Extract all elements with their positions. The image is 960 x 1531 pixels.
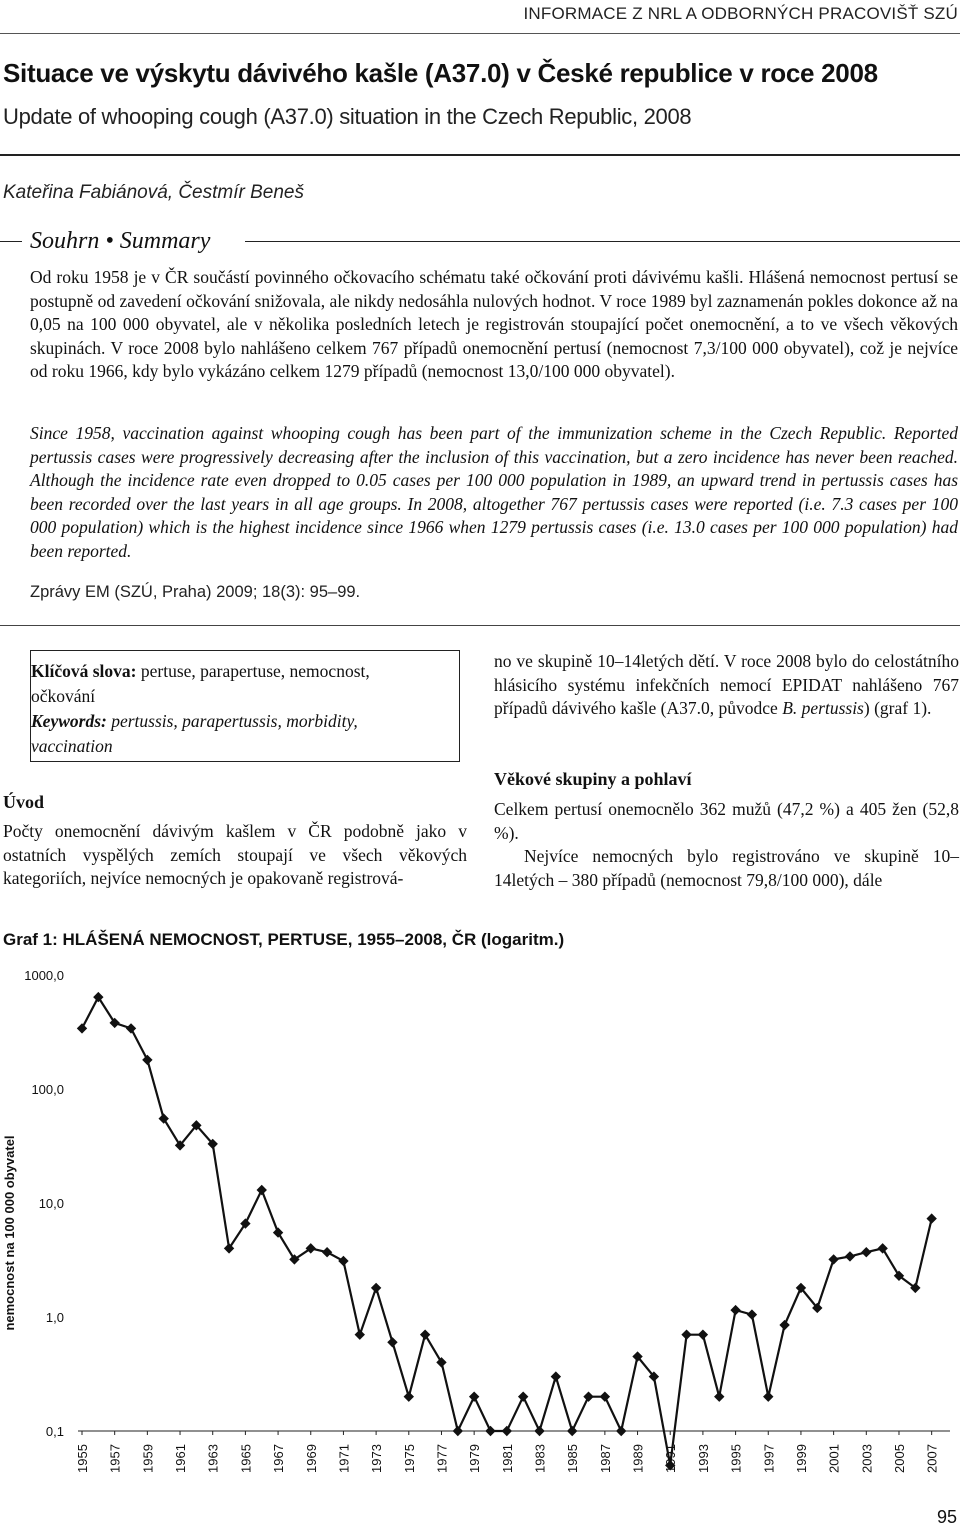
x-tick-label: 1981	[499, 1444, 515, 1473]
data-point-1960	[158, 1113, 168, 1123]
data-point-1996	[747, 1309, 757, 1319]
data-point-2001	[828, 1254, 838, 1264]
x-tick-label: 1985	[565, 1444, 581, 1473]
age-group-text: Nejvíce nemocných bylo registrováno ve skupině 10–14letých – 380 případů (nemocnost 79,8/100 000), dále	[494, 846, 959, 890]
article-title-english: Update of whooping cough (A37.0) situation in the Czech Republic, 2008	[3, 104, 692, 129]
section-header: INFORMACE Z NRL A ODBORNÝCH PRACOVIŠŤ SZÚ	[523, 4, 958, 23]
data-point-1975	[404, 1391, 414, 1401]
x-tick-label: 1999	[793, 1444, 809, 1473]
incidence-line-chart	[0, 955, 960, 1500]
x-tick-label: 2005	[891, 1444, 907, 1473]
data-point-1956	[93, 992, 103, 1002]
x-tick-label: 1971	[336, 1444, 352, 1473]
y-tick-label: 1,0	[45, 1310, 64, 1325]
data-point-1977	[436, 1357, 446, 1367]
x-tick-label: 1955	[75, 1444, 90, 1473]
summary-rule-left	[0, 241, 22, 242]
data-point-1976	[420, 1329, 430, 1339]
series-line	[82, 997, 932, 1465]
pathogen-name: B. pertussis	[782, 698, 864, 719]
data-point-1998	[779, 1320, 789, 1330]
keywords-box	[30, 650, 460, 762]
data-point-2003	[861, 1247, 871, 1257]
x-tick-label: 2003	[859, 1444, 875, 1473]
x-tick-label: 2007	[924, 1444, 940, 1473]
data-point-1987	[600, 1391, 610, 1401]
data-point-1957	[109, 1018, 119, 1028]
keywords-czech-text: pertuse, parapertuse, nemocnost, očkování	[31, 661, 370, 706]
data-point-1971	[338, 1256, 348, 1266]
data-point-2004	[877, 1243, 887, 1253]
sex-distribution-text: Celkem pertusí onemocnělo 362 mužů (47,2 %) a 405 žen (52,8 %).	[494, 799, 959, 843]
x-tick-label: 1987	[597, 1444, 613, 1473]
data-point-1980	[485, 1426, 495, 1436]
data-point-1959	[142, 1055, 152, 1065]
citation: Zprávy EM (SZÚ, Praha) 2009; 18(3): 95–99.	[30, 583, 361, 601]
summary-title: Souhrn • Summary	[30, 228, 211, 254]
data-point-2007	[926, 1213, 936, 1223]
page-number: 95	[936, 1507, 957, 1527]
data-point-1984	[551, 1371, 561, 1381]
article-title-czech: Situace ve výskytu dávivého kašle (A37.0) v České republice v roce 2008	[3, 58, 878, 88]
x-tick-label: 1959	[140, 1444, 156, 1473]
right-paragraph-2	[494, 798, 959, 892]
data-point-1972	[355, 1329, 365, 1339]
data-point-1974	[387, 1337, 397, 1347]
x-tick-label: 1973	[369, 1444, 385, 1473]
abstract-czech: Od roku 1958 je v ČR součástí povinného očkovacího schématu také očkování proti dávivému kašli. Hlášená nemocnost pertusí se postupně od zavedení očkování snižovala, ale nikdy nedosáhla nulových hodnot. V roce 1989 byl zaznamenán pokles dokonce až na 0,05 na 100 000 obyvatel, ale v několika posledních letech je registrován stoupající počet onemocnění, a to ve všech věkových skupinách. V roce 2008 bylo nahlášeno celkem 767 případů onemocnění pertusí (nemocnost 7,3/100 000 obyvatel), což je nejvíce od roku 1966, kdy bylo vykázáno celkem 1279 případů (nemocnost 13,0/100 000 obyvatel).	[30, 267, 958, 382]
x-tick-label: 1993	[695, 1444, 711, 1473]
keywords-english-text: pertussis, parapertussis, morbidity, vaccination	[31, 711, 358, 756]
abstract-english: Since 1958, vaccination against whooping cough has been part of the immunization scheme in the Czech Republic. Reported pertussis cases were progressively decreasing after the inclusion of this vaccination, but a zero incidence has never been reached. Although the incidence rate even dropped to 0.05 cases per 100 000 population in 1989, an upward trend in pertussis cases has been recorded over the last years in all age groups. In 2008, altogether 767 pertussis cases were reported (i.e. 7.3 cases per 100 000 population) which is the highest incidence since 1966 when 1279 pertussis cases (i.e. 13.0 cases per 100 000 population) had been reported.	[30, 423, 958, 561]
x-tick-label: 1995	[728, 1444, 744, 1473]
header-divider	[0, 33, 960, 34]
data-point-1973	[371, 1283, 381, 1293]
data-point-1997	[763, 1391, 773, 1401]
data-point-1978	[453, 1426, 463, 1436]
data-point-1995	[730, 1305, 740, 1315]
age-groups-heading: Věkové skupiny a pohlaví	[494, 769, 692, 789]
x-tick-label: 1957	[107, 1444, 123, 1473]
x-tick-label: 2001	[826, 1444, 842, 1473]
intro-text: Počty onemocnění dávivým kašlem v ČR podobně jako v ostatních vyspělých zemích stoupají ve všech věkových kategoriích, nejvíce nemocných je opakovaně registrová-	[3, 821, 467, 889]
x-tick-label: 1983	[532, 1444, 548, 1473]
data-point-2002	[845, 1251, 855, 1261]
intro-heading: Úvod	[3, 792, 45, 812]
data-point-1958	[126, 1023, 136, 1033]
data-point-1994	[714, 1391, 724, 1401]
right-paragraph-1-end: ) (graf 1).	[863, 698, 932, 719]
data-point-1985	[567, 1426, 577, 1436]
chart-axes	[78, 1431, 950, 1435]
title-divider	[0, 154, 960, 156]
y-tick-label: 10,0	[38, 1196, 64, 1211]
x-tick-label: 1979	[467, 1444, 483, 1473]
x-tick-label: 1967	[271, 1444, 287, 1473]
data-point-1966	[257, 1185, 267, 1195]
chart-series	[77, 992, 937, 1471]
graph-title: Graf 1: HLÁŠENÁ NEMOCNOST, PERTUSE, 1955–2008, ČR (logaritm.)	[3, 930, 565, 949]
keywords-czech-label: Klíčová slova:	[31, 661, 137, 681]
x-tick-label: 1961	[173, 1444, 189, 1473]
y-tick-label: 1000,0	[24, 968, 64, 983]
data-point-1970	[322, 1247, 332, 1257]
data-point-1982	[518, 1391, 528, 1401]
x-tick-label: 1969	[303, 1444, 319, 1473]
keywords-english-label: Keywords:	[31, 711, 107, 731]
x-tick-label: 1997	[761, 1444, 777, 1473]
summary-heading-block	[0, 228, 960, 256]
data-point-1992	[681, 1329, 691, 1339]
x-tick-label: 1991	[663, 1444, 679, 1473]
data-point-1986	[583, 1391, 593, 1401]
data-point-1967	[273, 1227, 283, 1237]
y-tick-label: 100,0	[31, 1082, 64, 1097]
summary-rule-right	[245, 241, 960, 242]
right-paragraph-1	[494, 650, 959, 721]
right-paragraph-1-start: no ve skupině 10–14letých dětí. V roce 2008 bylo do celostátního hlásicího systému infekčních nemocí EPIDAT nahlášeno 767 případů dávivého kašle (A37.0, původce	[494, 651, 959, 719]
x-tick-label: 1975	[401, 1444, 417, 1473]
x-tick-label: 1963	[205, 1444, 221, 1473]
authors: Kateřina Fabiánová, Čestmír Beneš	[3, 182, 304, 203]
data-point-1993	[698, 1329, 708, 1339]
citation-divider	[0, 625, 960, 626]
x-tick-label: 1977	[434, 1444, 450, 1473]
keywords-czech	[31, 659, 436, 709]
data-point-1988	[616, 1426, 626, 1436]
x-tick-label: 1989	[630, 1444, 646, 1473]
data-point-1979	[469, 1391, 479, 1401]
x-tick-label: 1965	[238, 1444, 254, 1473]
y-tick-label: 0,1	[45, 1424, 64, 1439]
data-point-1983	[534, 1426, 544, 1436]
y-axis-title: nemocnost na 100 000 obyvatel	[2, 1135, 17, 1331]
data-point-1981	[502, 1426, 512, 1436]
data-point-1955	[77, 1023, 87, 1033]
keywords-english	[31, 709, 436, 759]
